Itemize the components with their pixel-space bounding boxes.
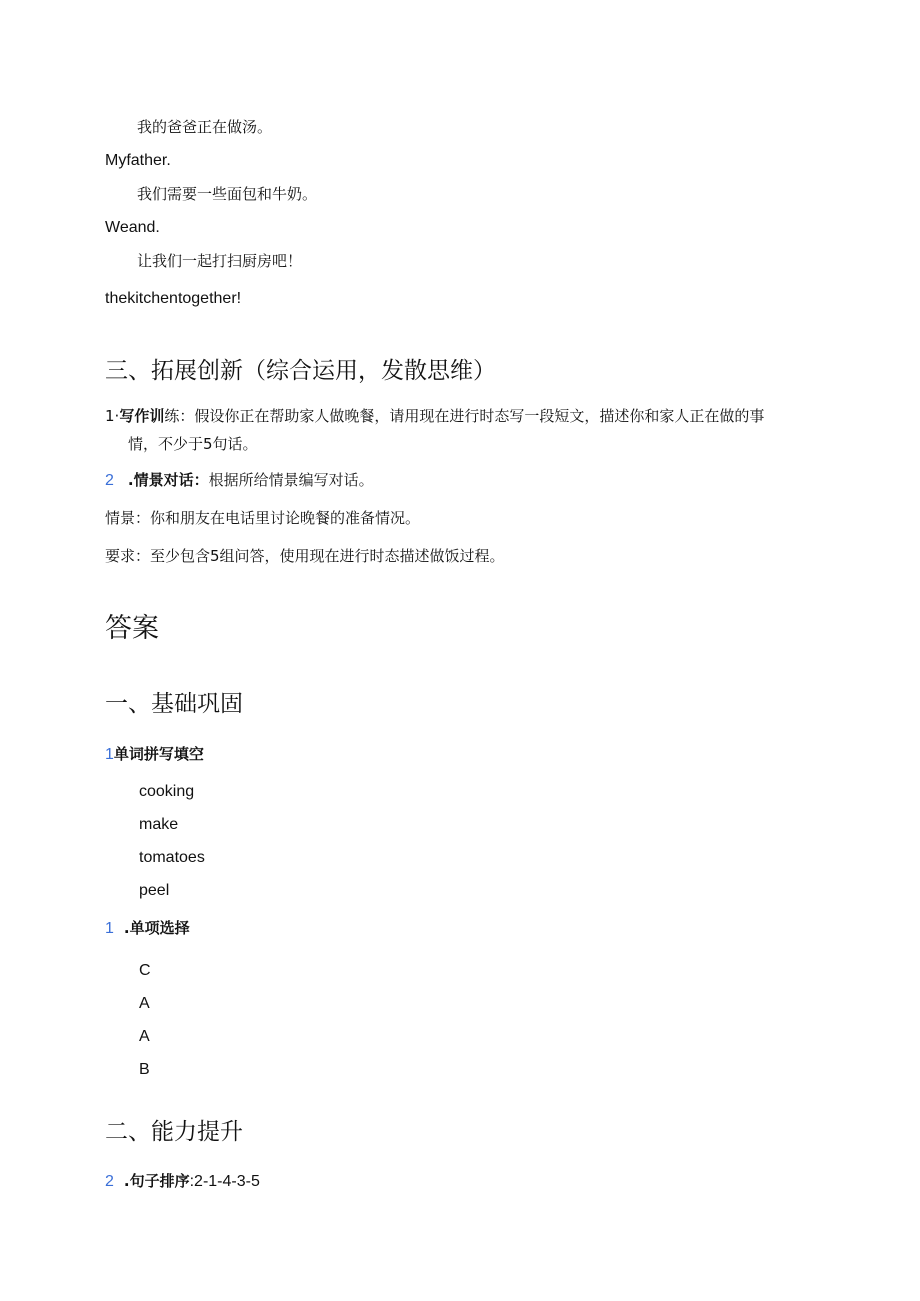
question-text: 练：假设你正在帮助家人做晚餐，请用现在进行时态写一段短文，描述你和家人正在做的事 bbox=[164, 407, 765, 425]
part-1-heading: 一、基础巩固 bbox=[105, 691, 243, 717]
question-number: 2 bbox=[105, 472, 114, 489]
requirement-text: 要求：至少包含5组问答，使用现在进行时态描述做饭过程。 bbox=[105, 547, 505, 565]
sentence-en-1: Myfather. bbox=[105, 152, 171, 169]
part-2-heading: 二、能力提升 bbox=[105, 1119, 243, 1145]
answer-item: cooking bbox=[139, 783, 195, 800]
section-number: 2 bbox=[105, 1173, 114, 1190]
question-text: 根据所给情景编写对话。 bbox=[208, 471, 374, 489]
answer-item: A bbox=[139, 1028, 150, 1045]
sentence-en-3: thekitchentogether! bbox=[105, 290, 242, 307]
section-number: 1 bbox=[105, 746, 114, 763]
question-writing bbox=[105, 402, 795, 458]
answer-item: C bbox=[139, 962, 151, 979]
section-title: .单项选择 bbox=[123, 919, 190, 937]
choice-section-title bbox=[105, 918, 190, 939]
spelling-section-title bbox=[105, 744, 204, 765]
question-number: 1· bbox=[105, 407, 120, 425]
question-title: 写作训 bbox=[119, 407, 165, 425]
sentence-cn-1: 我的爸爸正在做汤。 bbox=[137, 118, 273, 136]
section-title: 单词拼写填空 bbox=[113, 745, 204, 763]
answer-item: make bbox=[139, 816, 179, 833]
question-dialogue bbox=[105, 470, 374, 491]
sentence-cn-3: 让我们一起打扫厨房吧！ bbox=[137, 252, 303, 270]
answer-item: tomatoes bbox=[139, 849, 205, 866]
answer-item: B bbox=[139, 1061, 150, 1078]
sentence-cn-2: 我们需要一些面包和牛奶。 bbox=[137, 185, 318, 203]
answer-item: A bbox=[139, 995, 150, 1012]
question-text-continued: 情，不少于5句话。 bbox=[128, 435, 258, 453]
order-answer: :2-1-4-3-5 bbox=[189, 1173, 260, 1190]
section-title: .句子排序 bbox=[123, 1172, 190, 1190]
scenario-text: 情景：你和朋友在电话里讨论晚餐的准备情况。 bbox=[105, 509, 421, 527]
question-title: .情景对话： bbox=[127, 471, 209, 489]
sentence-en-2: Weand. bbox=[105, 219, 160, 236]
answer-item: peel bbox=[139, 882, 170, 899]
order-section-title bbox=[105, 1171, 260, 1192]
answers-heading: 答案 bbox=[105, 613, 159, 644]
section-3-heading: 三、拓展创新（综合运用，发散思维） bbox=[105, 358, 496, 384]
section-number: 1 bbox=[105, 920, 114, 937]
